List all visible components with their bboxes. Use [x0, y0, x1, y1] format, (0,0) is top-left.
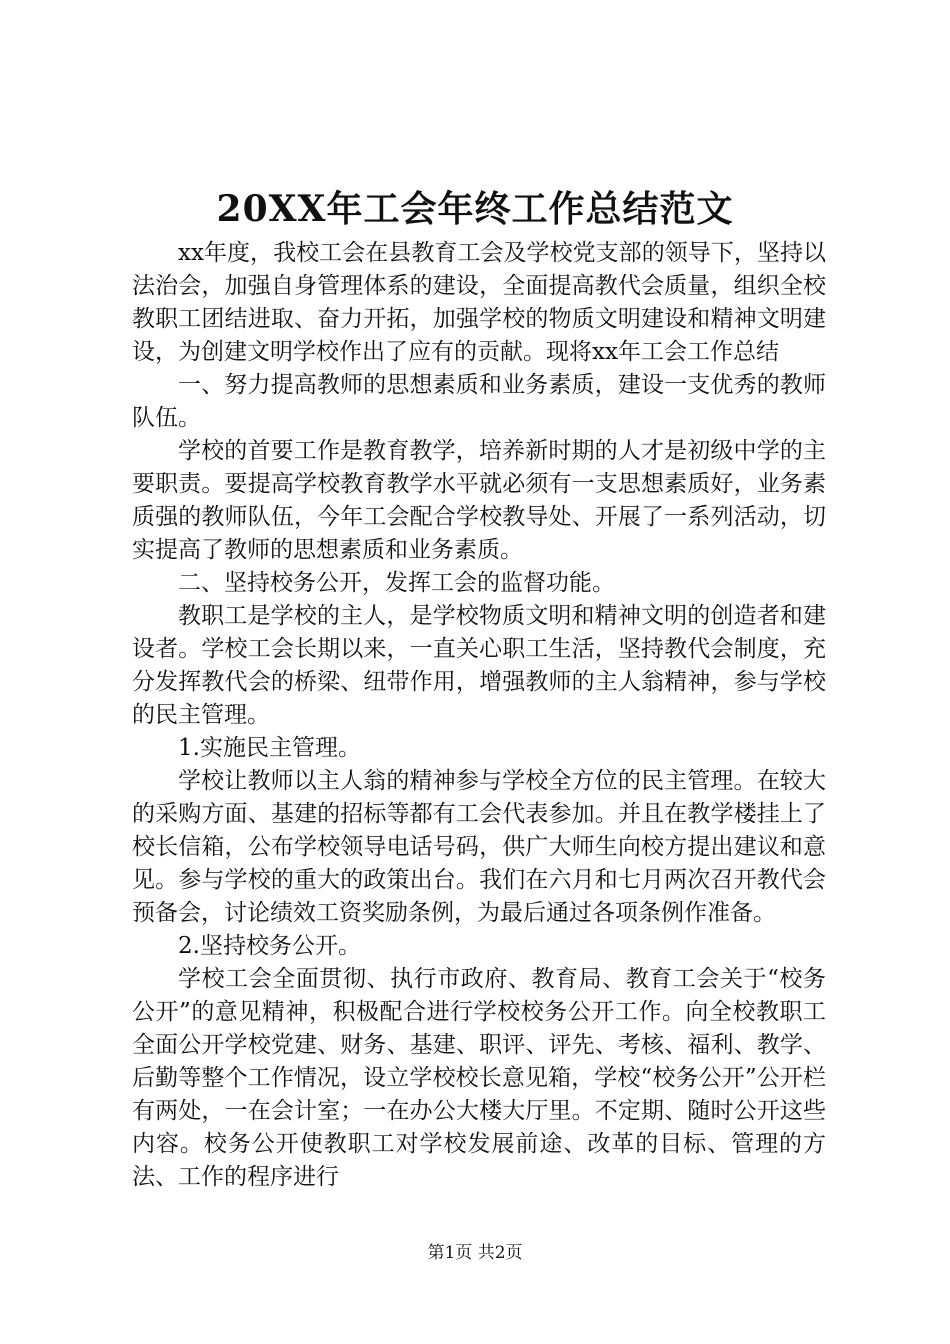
paragraph-staff: 教职工是学校的主人，是学校物质文明和精神文明的创造者和建设者。学校工会长期以来，一直关心职工生活，坚持教代会制度，充分发挥教代会的桥梁、纽带作用，增强教师的主人翁精神，参与学校的民主管理。 [132, 603, 826, 728]
paragraph-teachers: 学校的首要工作是教育教学，培养新时期的人才是初级中学的主要职责。要提高学校教育教学水平就必须有一支思想素质好，业务素质强的教师队伍，今年工会配合学校教导处、开展了一系列活动，切实提高了教师的思想素质和业务素质。 [132, 438, 826, 563]
document-body [132, 237, 826, 1194]
section-heading-1: 一、努力提高教师的思想素质和业务素质，建设一支优秀的教师队伍。 [132, 372, 826, 431]
paragraph-democratic-management: 学校让教师以主人翁的精神参与学校全方位的民主管理。在较大的采购方面、基建的招标等都有工会代表参加。并且在教学楼挂上了校长信箱，公布学校领导电话号码，供广大师生向校方提出建议和意见。参与学校的重大的政策出台。我们在六月和七月两次召开教代会预备会，讨论绩效工资奖励条例，为最后通过各项条例作准备。 [132, 768, 826, 926]
paragraph-intro: xx年度，我校工会在县教育工会及学校党支部的领导下，坚持以法治会，加强自身管理体系的建设，全面提高教代会质量，组织全校教职工团结进取、奋力开拓，加强学校的物质文明建设和精神文明建设，为创建文明学校作出了应有的贡献。现将xx年工会工作总结 [132, 240, 826, 365]
subheading-school-affairs: 2.坚持校务公开。 [178, 933, 361, 959]
document-title: 20XX年工会年终工作总结范文 [216, 188, 734, 230]
section-heading-2: 二、坚持校务公开，发挥工会的监督功能。 [178, 570, 615, 596]
paragraph-school-affairs: 学校工会全面贯彻、执行市政府、教育局、教育工会关于“校务公开”的意见精神，积极配合进行学校校务公开工作。向全校教职工全面公开学校党建、财务、基建、职评、评先、考核、福利、教学、后勤等整个工作情况，设立学校校长意见箱，学校“校务公开”公开栏有两处，一在会计室；一在办公大楼大厅里。不定期、随时公开这些内容。校务公开使教职工对学校发展前途、改革的目标、管理的方法、工作的程序进行 [132, 966, 826, 1190]
page-footer: 第1页 共2页 [427, 1243, 523, 1263]
subheading-democratic-management: 1.实施民主管理。 [178, 735, 361, 761]
